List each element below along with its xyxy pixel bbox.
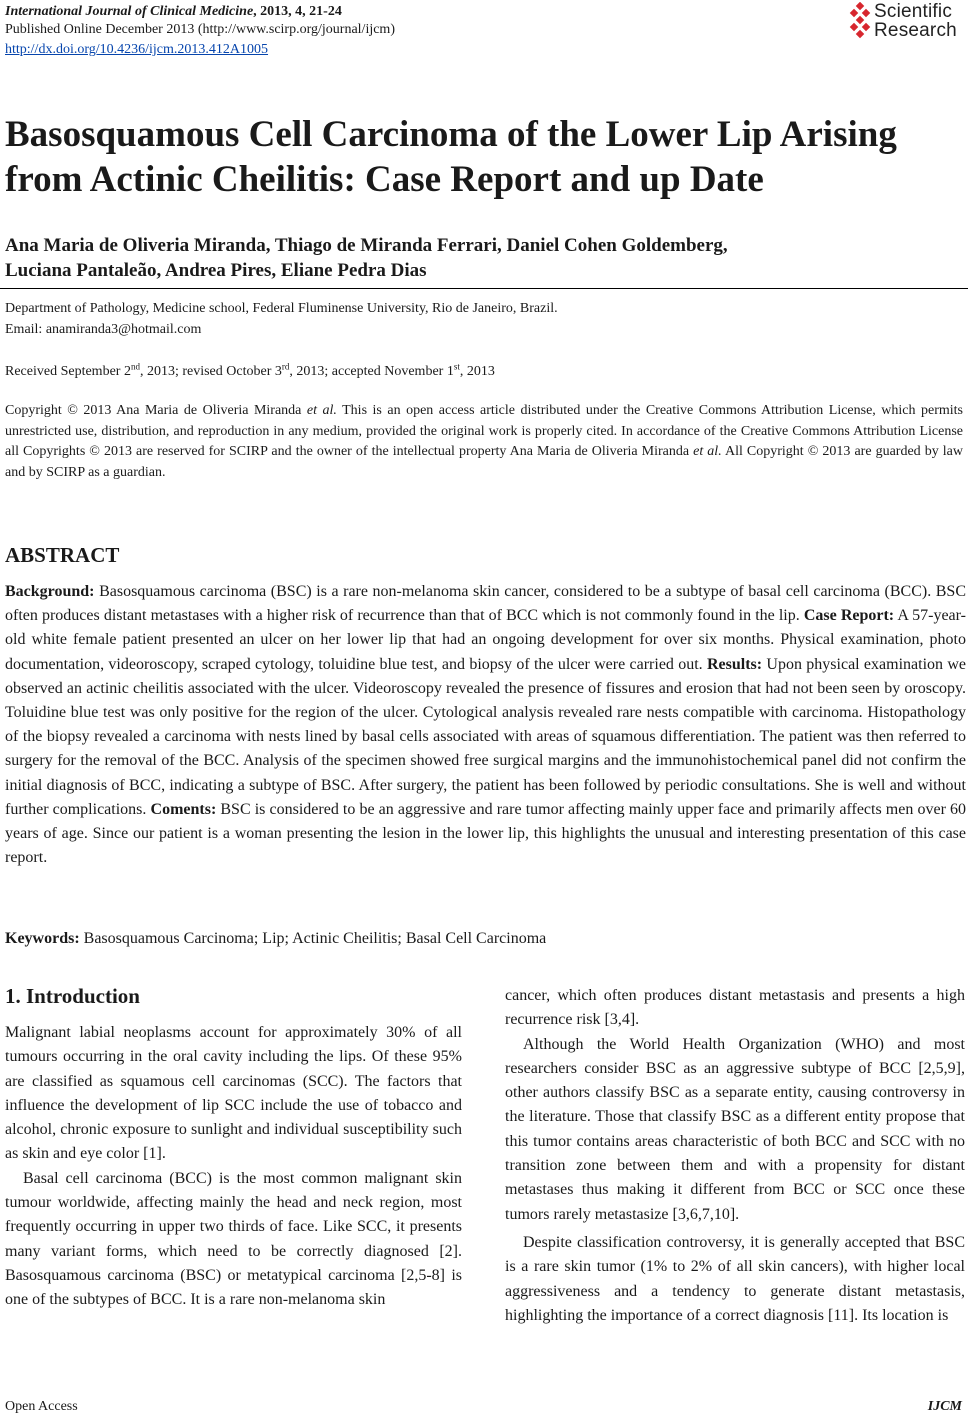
copyright-text: Copyright © 2013 Ana Maria de Oliveria Miranda (5, 403, 307, 418)
received-sup: nd (130, 361, 140, 372)
revised-text: , 2013; revised October 3 (139, 364, 282, 379)
abstract-text: Upon physical examination we observed an actinic cheilitis associated with the ulcer. Videoroscopy revealed the presence of fissures and erosion that had not been seen by oroscopy. Toluidine blue test was only positive for the region of the ulcer. Cytological analysis revealed rare nests compatible with carcinoma. Histopathology of the biopsy revealed a carcinoma with nests lined by basal cells associated with areas of squamous differentiation. The patient was then referred to surgery for the removal of the BCC. Analysis of the specimen showed free surgical margins and the immunohistochemical panel did not confirm the initial diagnosis of BCC, indicating a subtype of BSC. After surgery, the patient has been followed by periodic consultations. She is well and without further complications. (5, 655, 966, 818)
publisher-logo (848, 2, 966, 42)
abstract-body (5, 580, 966, 870)
header-divider (0, 288, 968, 289)
paragraph: cancer, which often produces distant metastasis and presents a high recurrence risk [3,4]. (505, 987, 965, 1029)
journal-citation: , 2013, 4, 21-24 (253, 4, 342, 19)
publisher-logo-mark-icon (848, 2, 874, 42)
footer-open-access: Open Access (5, 1399, 78, 1414)
keywords (5, 927, 963, 951)
copyright-text: All Copyright © 2013 are guarded by law and by SCIRP as a guardian. (5, 444, 963, 480)
publisher-logo-line1: Scientific (874, 1, 953, 22)
paragraph: Basal cell carcinoma (BCC) is the most common malignant skin tumour worldwide, affecting mainly the head and neck region, most frequently occurring in upper two thirds of face. Like SCC, it presents many variant forms, which need to be correctly diagnosed [2]. Basosquamous carcinoma (BSC) or metatypical carcinoma [2,5-8] is one of the subtypes of BCC. It is a rare non-melanoma skin (5, 1169, 462, 1309)
copyright-etal: et al. (306, 403, 337, 418)
paper-title: Basosquamous Cell Carcinoma of the Lower Lip Arising from Actinic Cheilitis: Case Report and up Date (5, 114, 897, 200)
section-heading-introduction: 1. Introduction (5, 984, 140, 1008)
accepted-year: , 2013 (459, 364, 495, 379)
author-list (5, 233, 963, 283)
keywords-text: Basosquamous Carcinoma; Lip; Actinic Cheilitis; Basal Cell Carcinoma (79, 930, 547, 947)
footer-journal-abbrev: IJCM (927, 1399, 962, 1414)
abstract-label: Results: (707, 655, 763, 673)
left-column (5, 1021, 462, 1313)
accepted-sup: st (453, 361, 460, 372)
paragraph: Although the World Health Organization (WHO) and most researchers consider BSC as an aggressive subtype of BCC [2,5,9], other authors classify BSC as a separate entity, causing controversy in the literature. Those that classify BSC as a different entity propose that this tumor contains areas characteristic of both BCC and SCC with no transition zone between them and with a propensity for distant metastases thus making it different from BCC or SCC once these tumors rarely metastasize [3,6,7,10]. (505, 1035, 965, 1223)
copyright-text: This is an open access article distributed under the Creative Commons Attribution License, which permits unrestricted use, distribution, and reproduction in any medium, provided the original work is properly cited. In accordance of the Creative Commons Attribution License all Copyrights © 2013 are reserved for SCIRP and the owner of the intellectual property Ana Maria de Oliveria Miranda (5, 403, 964, 459)
revised-sup: rd (281, 361, 290, 372)
keywords-label: Keywords: (5, 930, 80, 947)
affiliation: Department of Pathology, Medicine school, Federal Fluminense University, Rio de Janeiro, Brazil. (5, 301, 558, 316)
email: Email: anamiranda3@hotmail.com (5, 322, 202, 337)
abstract-text: BSC is considered to be an aggressive and rare tumor affecting mainly upper face and primarily affects men over 60 years of age. Since our patient is a woman presenting the lesion in the lower lip, this highlights the unusual and interesting presentation of this case report. (5, 800, 966, 867)
published-online: Published Online December 2013 (http://www.scirp.org/journal/ijcm) (5, 22, 395, 37)
abstract-label: Coments: (150, 800, 217, 818)
authors-line2: Luciana Pantaleão, Andrea Pires, Eliane Pedra Dias (5, 260, 427, 281)
abstract-text: A 57-year-old white female patient presented an ulcer on her lower lip that had an ongoing development for over six months. Physical examination, photo documentation, videoroscopy, scraped cytology, toluidine blue test, and biopsy of the ulcer were carried out. (5, 607, 966, 673)
journal-header (5, 3, 342, 20)
abstract-heading: ABSTRACT (5, 543, 120, 567)
abstract-label: Case Report: (803, 607, 895, 625)
abstract-label: Background: (5, 583, 95, 600)
copyright-notice (5, 401, 963, 483)
received-text: Received September 2 (5, 364, 131, 379)
publisher-logo-line2: Research (874, 20, 957, 41)
authors-line1: Ana Maria de Oliveria Miranda, Thiago de Miranda Ferrari, Daniel Cohen Goldemberg, (5, 235, 728, 256)
received-dates (5, 361, 963, 382)
right-column (505, 984, 965, 1328)
journal-name: International Journal of Clinical Medicine (5, 4, 254, 19)
abstract-text: Basosquamous carcinoma (BSC) is a rare non-melanoma skin cancer, considered to be a subtype of basal cell carcinoma (BCC). BSC often produces distant metastases with a higher risk of recurrence than that of BCC which is not commonly found in the lip. (5, 583, 966, 625)
paragraph: Despite classification controversy, it is generally accepted that BSC is a rare skin tumor (1% to 2% of all skin cancers), with higher local aggressiveness and a tendency to generate distant metastasis, highlighting the importance of a correct diagnosis [11]. Its location is (505, 1233, 965, 1324)
doi-link[interactable]: http://dx.doi.org/10.4236/ijcm.2013.412A1005 (5, 42, 269, 57)
accepted-text: , 2013; accepted November 1 (289, 364, 454, 379)
publisher-logo-text (874, 2, 957, 40)
copyright-etal: et al. (693, 444, 722, 459)
paragraph: Malignant labial neoplasms account for approximately 30% of all tumours occurring in the oral cavity including the lips. Of these 95% are classified as squamous cell carcinomas (SCC). The factors that influence the development of lip SCC include the use of tobacco and alcohol, chronic exposure to sunlight and individual susceptibility such as skin and eye color [1]. (5, 1024, 462, 1163)
